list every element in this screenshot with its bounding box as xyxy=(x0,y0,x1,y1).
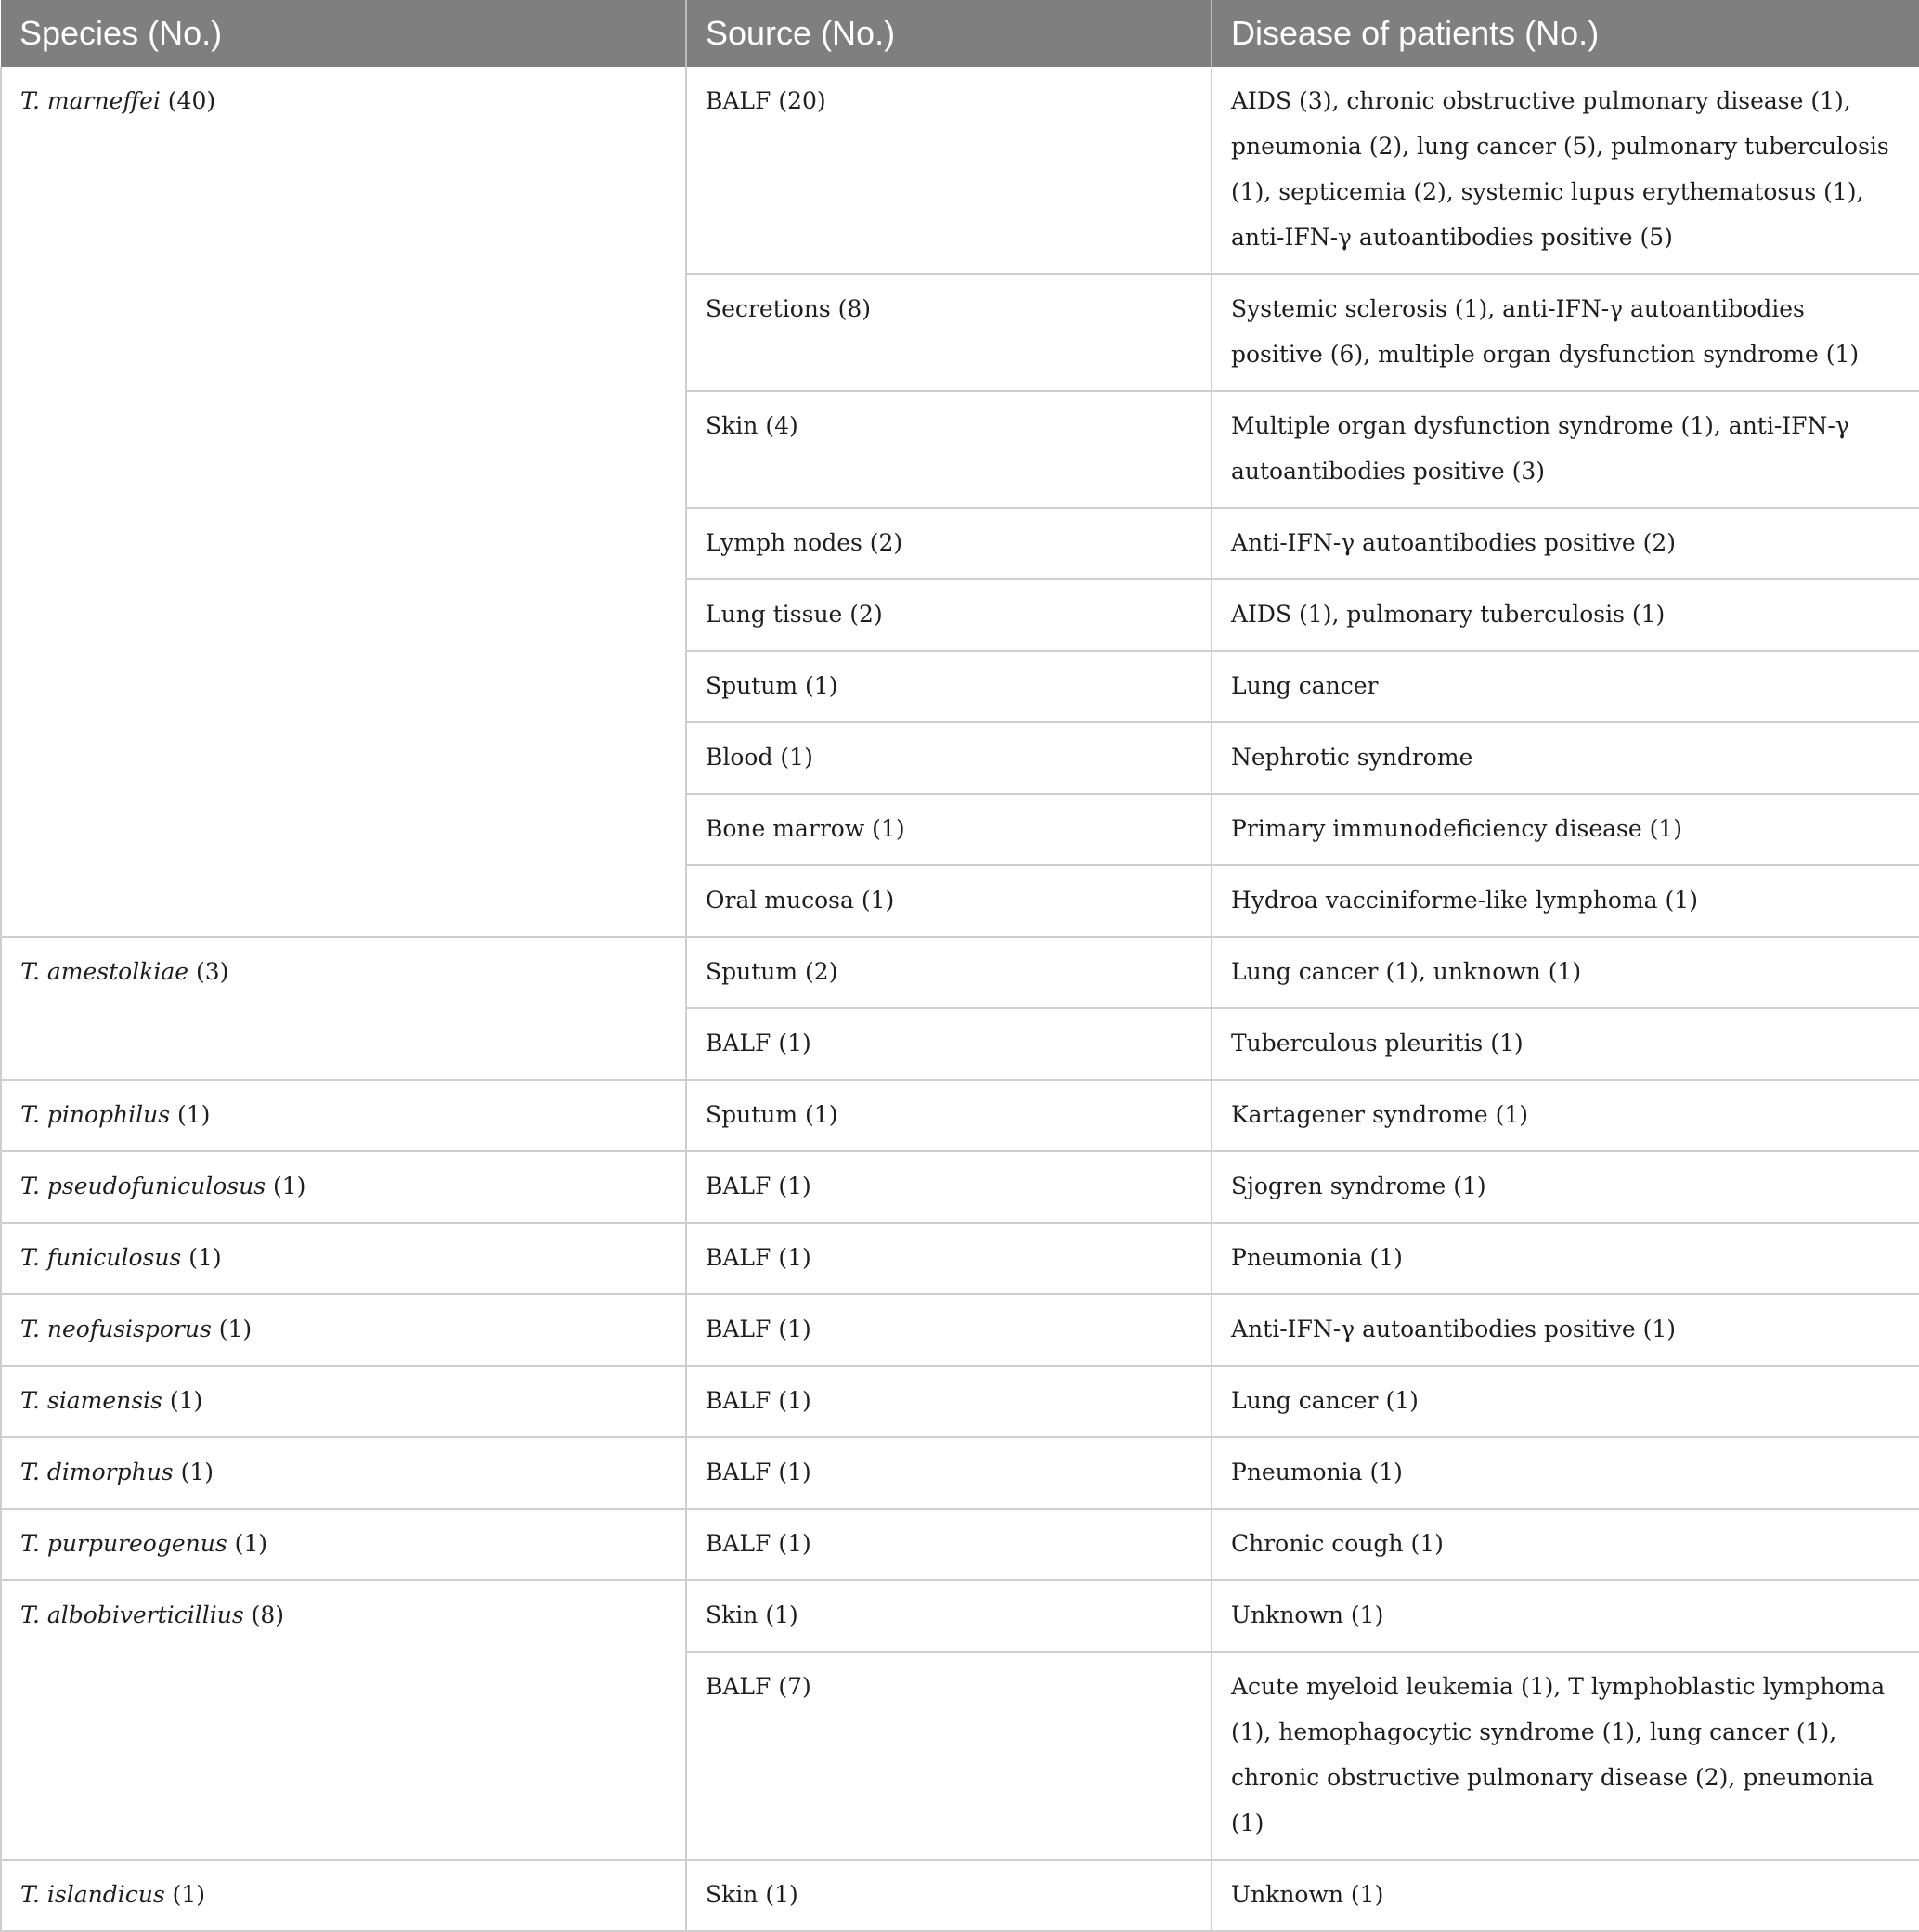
source-cell: Oral mucosa (1) xyxy=(686,865,1212,937)
species-name: T. marneffei xyxy=(20,87,161,114)
disease-cell: Systemic sclerosis (1), anti-IFN-γ autoantibodies positive (6), multiple organ dysfunction syndrome (1) xyxy=(1212,274,1919,391)
species-name: T. amestolkiae xyxy=(20,958,189,985)
species-count: (40) xyxy=(160,87,216,114)
species-name: T. purpureogenus xyxy=(20,1530,227,1557)
species-count: (1) xyxy=(266,1173,306,1199)
header-species: Species (No.) xyxy=(1,0,686,67)
species-count: (1) xyxy=(227,1530,268,1557)
disease-cell: Lung cancer (1), unknown (1) xyxy=(1212,937,1919,1008)
species-name: T. pinophilus xyxy=(20,1101,171,1128)
disease-cell: Lung cancer xyxy=(1212,651,1919,722)
disease-cell: Unknown (1) xyxy=(1212,1860,1919,1931)
species-cell xyxy=(1,1860,686,1931)
disease-cell: Multiple organ dysfunction syndrome (1), anti-IFN-γ autoantibodies positive (3) xyxy=(1212,391,1919,508)
source-cell: Skin (4) xyxy=(686,391,1212,508)
species-name: T. siamensis xyxy=(20,1387,162,1414)
species-cell xyxy=(1,67,686,937)
table-row xyxy=(1,1223,1919,1294)
disease-cell: Chronic cough (1) xyxy=(1212,1509,1919,1580)
disease-cell: Kartagener syndrome (1) xyxy=(1212,1080,1919,1151)
source-cell: BALF (1) xyxy=(686,1366,1212,1437)
species-cell xyxy=(1,1580,686,1860)
table-row xyxy=(1,937,1919,1008)
species-count: (1) xyxy=(170,1101,211,1128)
species-name: T. funiculosus xyxy=(20,1244,182,1271)
source-cell: Skin (1) xyxy=(686,1860,1212,1931)
species-cell xyxy=(1,1509,686,1580)
source-cell: BALF (1) xyxy=(686,1509,1212,1580)
table-row xyxy=(1,1509,1919,1580)
source-cell: BALF (1) xyxy=(686,1151,1212,1223)
disease-cell: Anti-IFN-γ autoantibodies positive (1) xyxy=(1212,1294,1919,1366)
species-count: (1) xyxy=(173,1459,214,1485)
source-cell: BALF (7) xyxy=(686,1652,1212,1860)
source-cell: BALF (1) xyxy=(686,1223,1212,1294)
species-cell xyxy=(1,1437,686,1509)
species-cell xyxy=(1,1151,686,1223)
table-row xyxy=(1,1366,1919,1437)
source-cell: Lung tissue (2) xyxy=(686,579,1212,651)
source-cell: Sputum (1) xyxy=(686,1080,1212,1151)
source-cell: Skin (1) xyxy=(686,1580,1212,1652)
disease-cell: Lung cancer (1) xyxy=(1212,1366,1919,1437)
species-name: T. islandicus xyxy=(20,1881,165,1908)
table-row xyxy=(1,1860,1919,1931)
species-count: (3) xyxy=(188,958,229,985)
source-cell: Lymph nodes (2) xyxy=(686,508,1212,579)
disease-cell: AIDS (3), chronic obstructive pulmonary disease (1), pneumonia (2), lung cancer (5), pulmonary tuberculosis (1), septicemia (2), systemic lupus erythematosus (1), anti-IFN-γ autoantibodies positive (5) xyxy=(1212,67,1919,274)
source-cell: BALF (20) xyxy=(686,67,1212,274)
disease-cell: Primary immunodeficiency disease (1) xyxy=(1212,794,1919,865)
table-body xyxy=(1,67,1919,1931)
table-row xyxy=(1,1151,1919,1223)
disease-cell: Unknown (1) xyxy=(1212,1580,1919,1652)
source-cell: Blood (1) xyxy=(686,722,1212,794)
table-row xyxy=(1,1080,1919,1151)
disease-cell: Sjogren syndrome (1) xyxy=(1212,1151,1919,1223)
species-cell xyxy=(1,1223,686,1294)
source-cell: BALF (1) xyxy=(686,1294,1212,1366)
disease-cell: Tuberculous pleuritis (1) xyxy=(1212,1008,1919,1080)
species-name: T. pseudofuniculosus xyxy=(20,1173,266,1199)
species-count: (1) xyxy=(164,1881,206,1908)
header-source: Source (No.) xyxy=(686,0,1212,67)
species-count: (8) xyxy=(243,1601,285,1628)
disease-cell: Pneumonia (1) xyxy=(1212,1223,1919,1294)
disease-cell: Pneumonia (1) xyxy=(1212,1437,1919,1509)
disease-cell: Acute myeloid leukemia (1), T lymphoblastic lymphoma (1), hemophagocytic syndrome (1), lung cancer (1), chronic obstructive pulmonary disease (2), pneumonia (1) xyxy=(1212,1652,1919,1860)
species-name: T. neofusisporus xyxy=(20,1316,212,1342)
source-cell: BALF (1) xyxy=(686,1437,1212,1509)
table-row xyxy=(1,67,1919,274)
disease-cell: Hydroa vacciniforme-like lymphoma (1) xyxy=(1212,865,1919,937)
species-cell xyxy=(1,1294,686,1366)
species-name: T. dimorphus xyxy=(20,1459,174,1485)
table-header xyxy=(1,0,1919,67)
disease-cell: Nephrotic syndrome xyxy=(1212,722,1919,794)
table-row xyxy=(1,1437,1919,1509)
header-disease: Disease of patients (No.) xyxy=(1212,0,1919,67)
species-cell xyxy=(1,1080,686,1151)
disease-cell: AIDS (1), pulmonary tuberculosis (1) xyxy=(1212,579,1919,651)
species-count: (1) xyxy=(162,1387,203,1414)
header-row xyxy=(1,0,1919,67)
source-cell: Sputum (2) xyxy=(686,937,1212,1008)
source-cell: Bone marrow (1) xyxy=(686,794,1212,865)
species-count: (1) xyxy=(181,1244,222,1271)
species-cell xyxy=(1,937,686,1080)
species-count: (1) xyxy=(211,1316,253,1342)
source-cell: Sputum (1) xyxy=(686,651,1212,722)
table-row xyxy=(1,1294,1919,1366)
source-cell: Secretions (8) xyxy=(686,274,1212,391)
source-cell: BALF (1) xyxy=(686,1008,1212,1080)
disease-cell: Anti-IFN-γ autoantibodies positive (2) xyxy=(1212,508,1919,579)
species-cell xyxy=(1,1366,686,1437)
species-name: T. albobiverticillius xyxy=(20,1601,244,1628)
table-row xyxy=(1,1580,1919,1652)
